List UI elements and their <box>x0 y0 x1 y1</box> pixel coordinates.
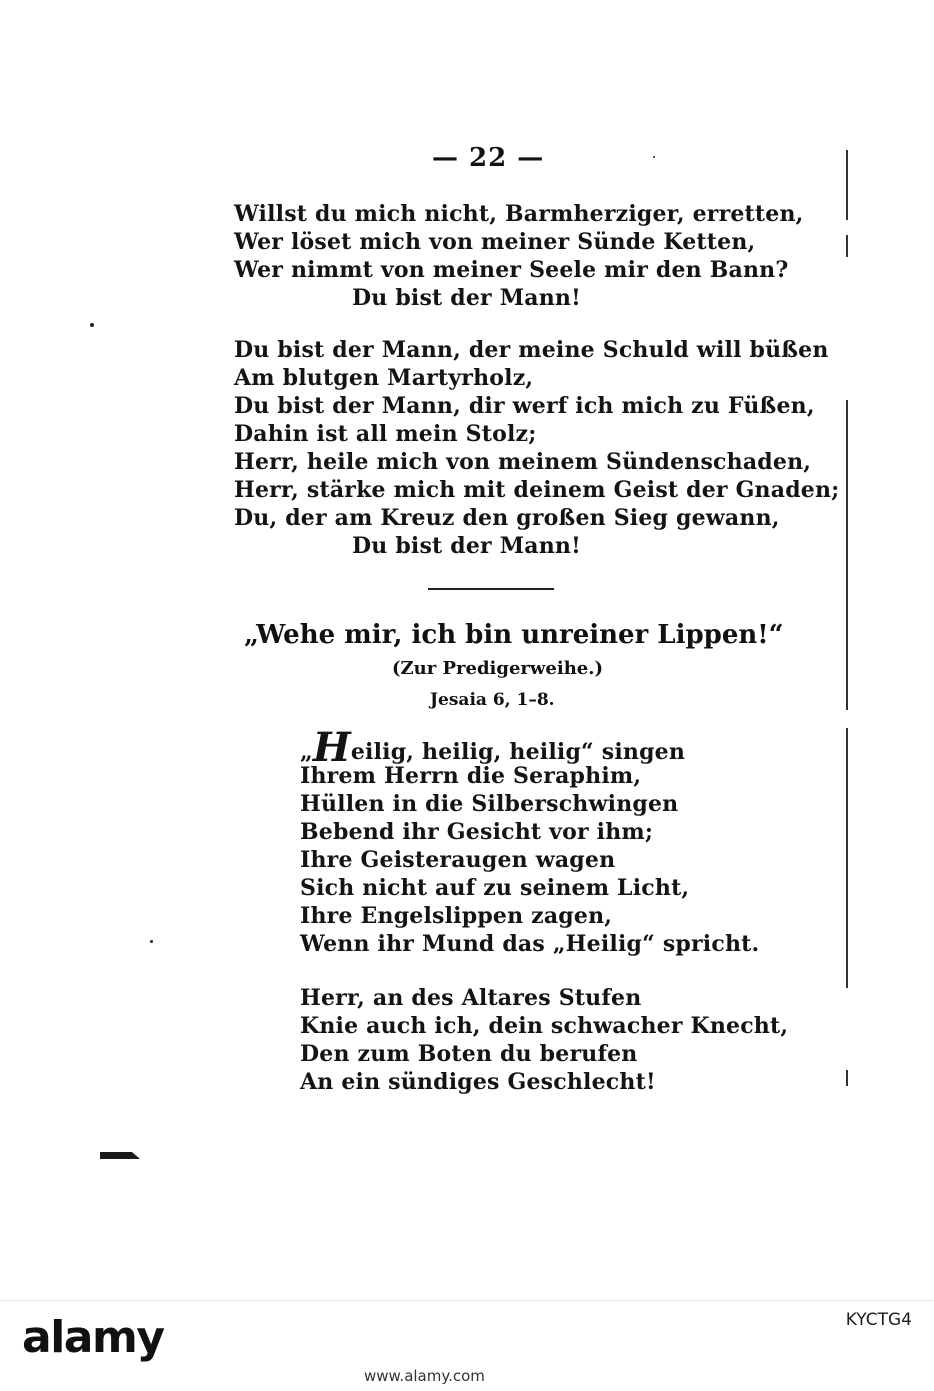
verse-line: Am blutgen Martyrholz, <box>234 365 534 391</box>
verse-line: Wer nimmt von meiner Seele mir den Bann? <box>234 257 789 283</box>
verse-line: Hüllen in die Silberschwingen <box>300 791 679 817</box>
verse-line: Ihre Engelslippen zagen, <box>300 903 613 929</box>
verse-line: Willst du mich nicht, Barmherziger, erretten, <box>234 201 804 227</box>
verse-line: Den zum Boten du berufen <box>300 1041 638 1067</box>
page-number: — 22 — <box>432 143 545 173</box>
verse-line: Herr, stärke mich mit deinem Geist der Gnaden; <box>234 477 840 503</box>
stock-logo: alamy <box>22 1312 164 1363</box>
scripture-reference: Jesaia 6, 1–8. <box>430 690 555 710</box>
poem-subtitle: (Zur Predigerweihe.) <box>392 658 604 679</box>
scan-margin-line <box>846 728 848 988</box>
verse-line: Du bist der Mann! <box>352 285 581 311</box>
verse-line: Du bist der Mann! <box>352 533 581 559</box>
scan-speck <box>150 940 153 943</box>
verse-line: Ihrem Herrn die Seraphim, <box>300 763 642 789</box>
drop-cap: H <box>312 724 351 771</box>
scan-margin-line <box>846 150 848 220</box>
verse-line: Herr, heile mich von meinem Sündenschaden, <box>234 449 812 475</box>
scan-margin-line <box>846 400 848 710</box>
verse-line-rest: eilig, heilig, heilig“ singen <box>350 739 686 765</box>
scan-margin-line <box>846 235 848 257</box>
verse-line: Bebend ihr Gesicht vor ihm; <box>300 819 654 845</box>
scan-dash-mark <box>100 1152 140 1159</box>
verse-line: Wenn ihr Mund das „Heilig“ spricht. <box>300 931 760 957</box>
verse-line: Du bist der Mann, der meine Schuld will büßen <box>234 337 829 363</box>
verse-line: Dahin ist all mein Stolz; <box>234 421 537 447</box>
image-id: KYCTG4 <box>845 1310 912 1330</box>
verse-line: Wer löset mich von meiner Sünde Ketten, <box>234 229 756 255</box>
verse-line: Knie auch ich, dein schwacher Knecht, <box>300 1013 789 1039</box>
verse-line: Ihre Geisteraugen wagen <box>300 847 616 873</box>
poem-title: „Wehe mir, ich bin unreiner Lippen!“ <box>244 620 784 650</box>
scan-speck <box>90 323 94 327</box>
verse-line: An ein sündiges Geschlecht! <box>300 1069 656 1095</box>
site-url: www.alamy.com <box>364 1367 485 1385</box>
scan-margin-line <box>846 1070 848 1086</box>
scan-speck <box>653 156 655 158</box>
verse-line: Sich nicht auf zu seinem Licht, <box>300 875 690 901</box>
section-divider <box>428 588 554 590</box>
verse-line: Herr, an des Altares Stufen <box>300 985 642 1011</box>
verse-line: Du, der am Kreuz den großen Sieg gewann, <box>234 505 780 531</box>
opening-quote: „ <box>300 739 313 765</box>
verse-line: Du bist der Mann, dir werf ich mich zu Füßen, <box>234 393 815 419</box>
